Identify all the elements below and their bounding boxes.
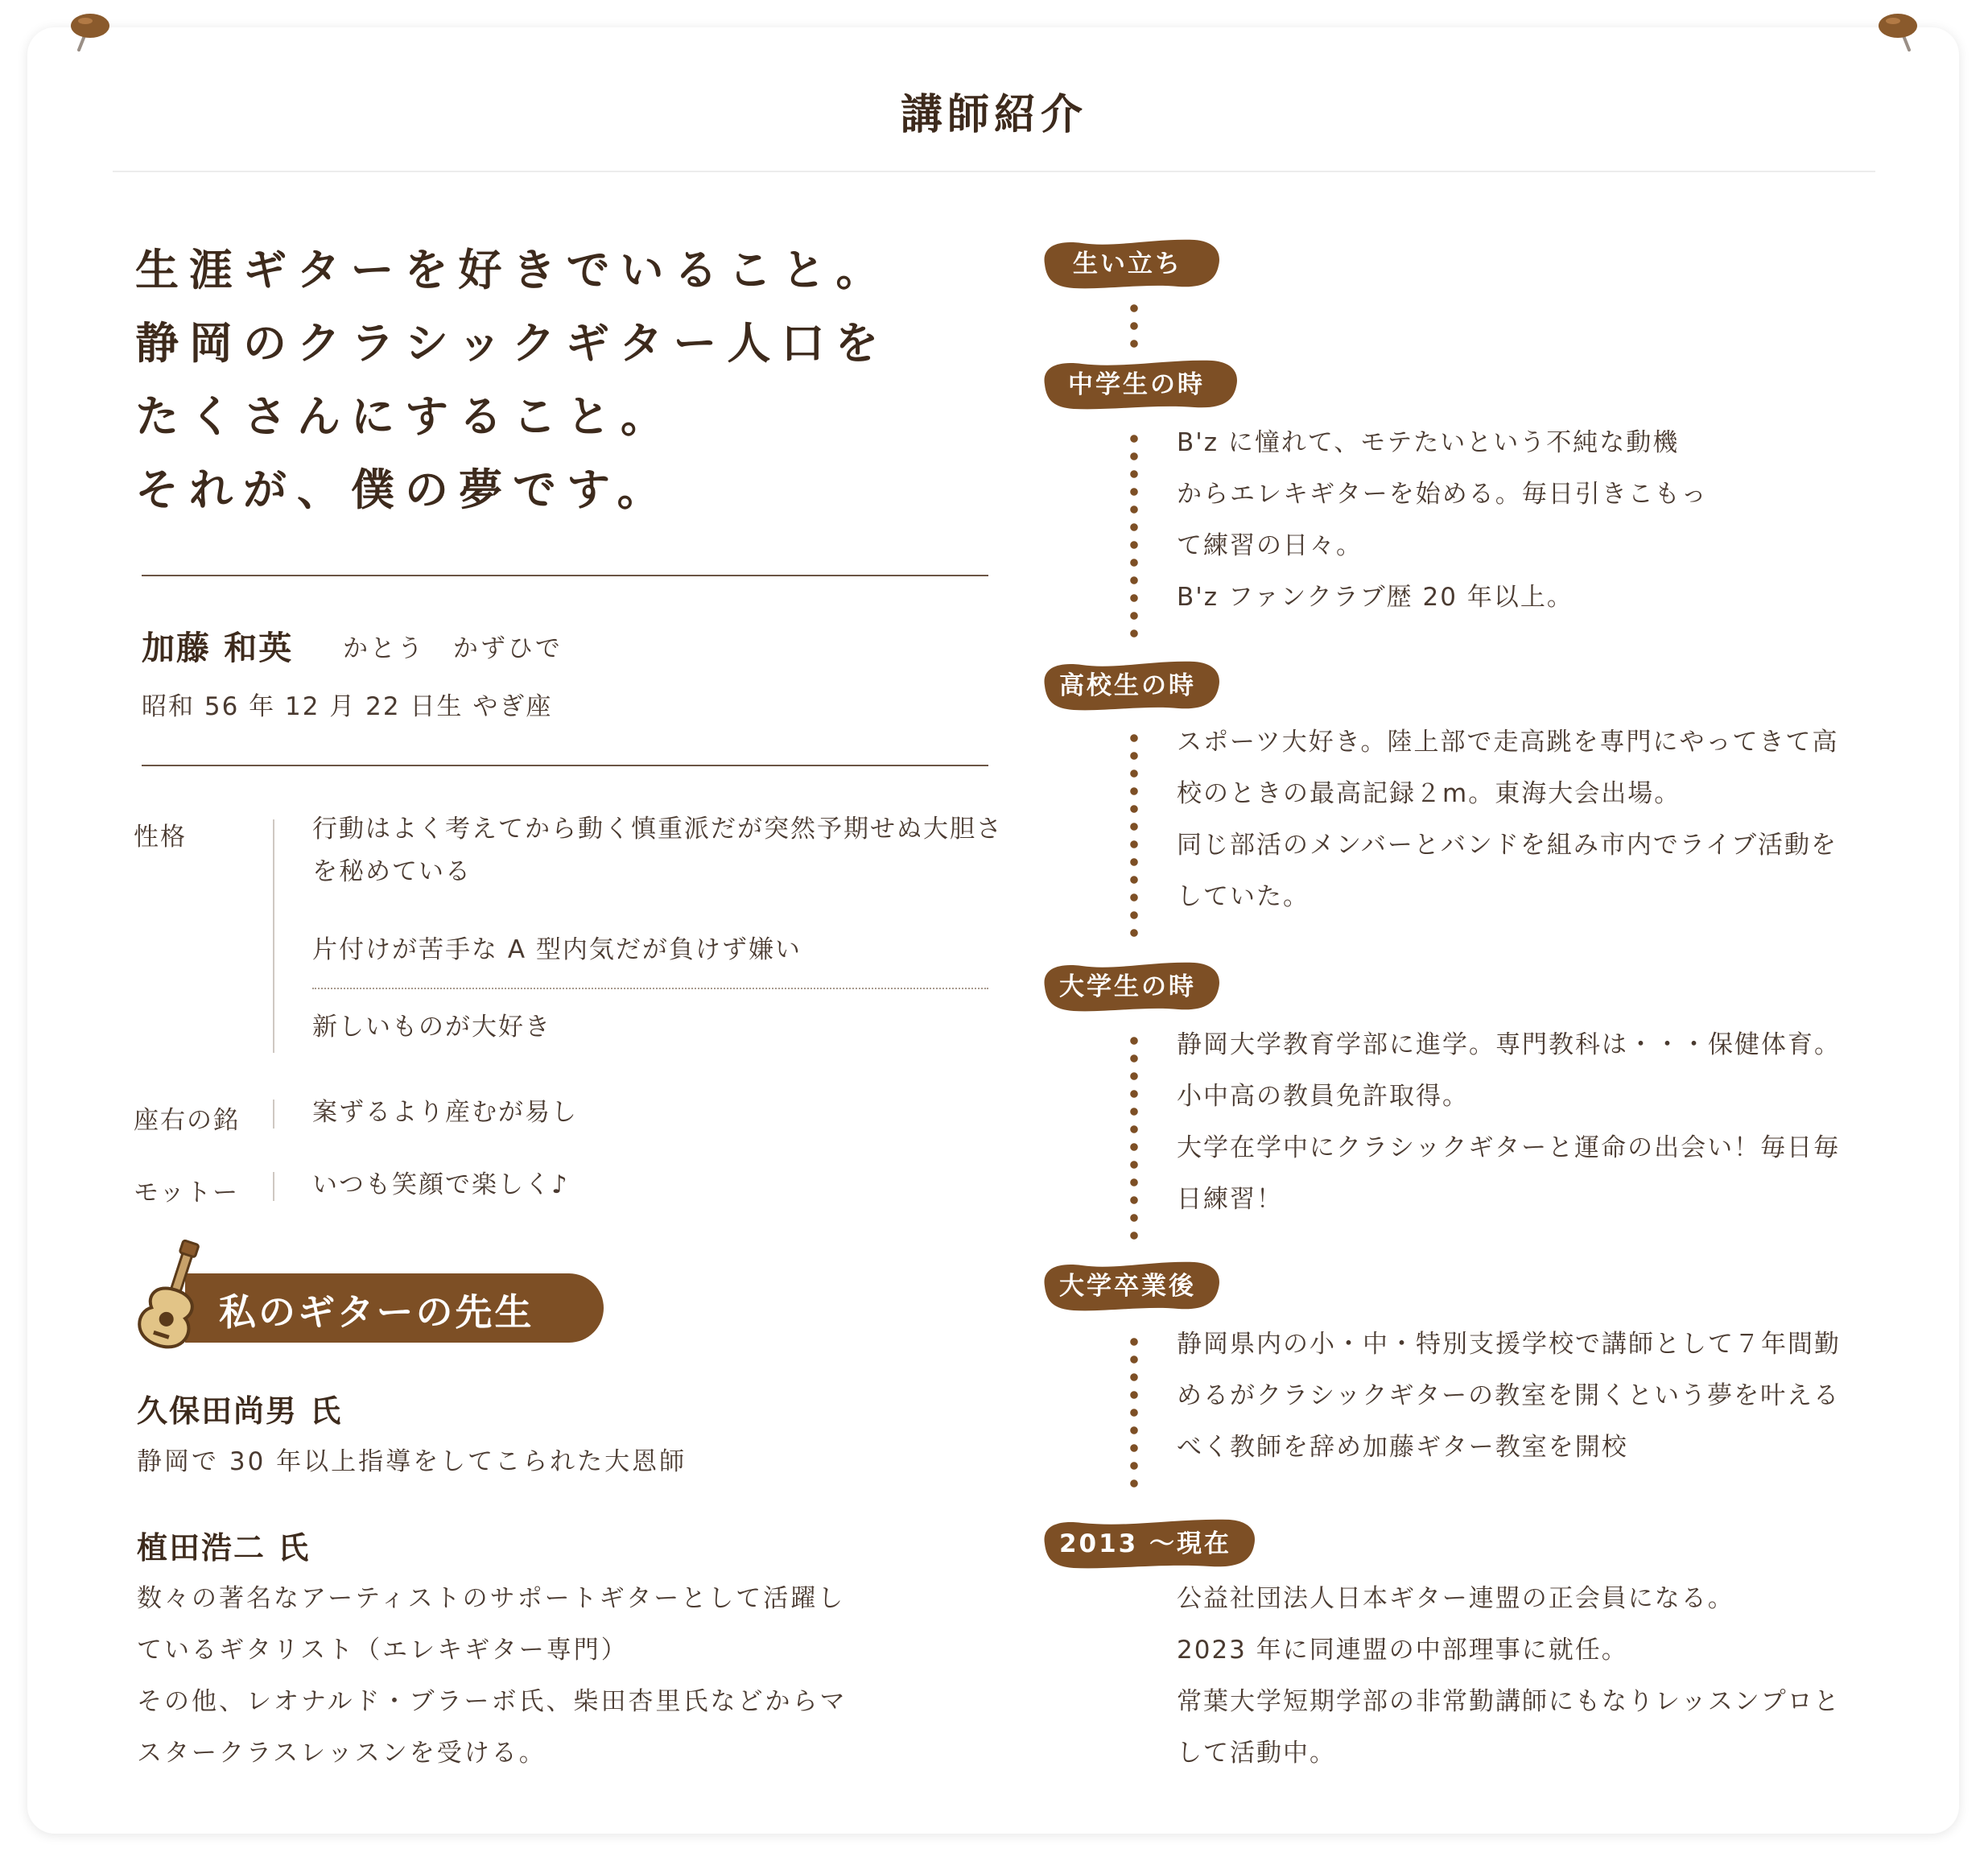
timeline-label-university xyxy=(1033,959,1222,1014)
timeline-label-text: 高校生の時 xyxy=(1059,671,1196,700)
teacher-line: ているギタリスト（エレキギター専門） xyxy=(137,1636,629,1665)
teachers-heading xyxy=(185,1273,604,1343)
timeline-line: 常葉大学短期学部の非常勤講師にもなりレッスンプロと xyxy=(1177,1687,1841,1716)
instructor-birth: 昭和 56 年 12 月 22 日生 やぎ座 xyxy=(142,692,553,721)
timeline-line: て練習の日々。 xyxy=(1177,531,1363,560)
timeline-line: 校のときの最高記録２m。東海大会出場。 xyxy=(1177,779,1681,808)
timeline-line: していた。 xyxy=(1177,882,1310,911)
timeline-text xyxy=(1177,1318,1869,1473)
motto2-value: いつも笑顔で楽しく♪ xyxy=(312,1170,569,1199)
catch-line: それが、僕の夢です。 xyxy=(135,464,671,515)
timeline-connector xyxy=(1130,299,1138,356)
pushpin-icon xyxy=(68,10,109,52)
timeline-label-birth xyxy=(1033,237,1222,291)
motto1-label: 座右の銘 xyxy=(134,1106,240,1135)
timeline-label-junior-high xyxy=(1033,357,1239,412)
instructor-name: 加藤 和英 xyxy=(142,629,294,667)
timeline-label-text: 大学生の時 xyxy=(1059,972,1196,1001)
label-separator xyxy=(273,819,274,1053)
title-divider xyxy=(113,171,1875,172)
label-separator xyxy=(273,1100,274,1129)
divider xyxy=(142,575,988,576)
catch-line: 静岡のクラシックギター人口を xyxy=(135,317,889,369)
timeline-line: 公益社団法人日本ギター連盟の正会員になる。 xyxy=(1177,1584,1734,1613)
catch-line: たくさんにすること。 xyxy=(135,390,674,442)
pushpin-icon xyxy=(1879,10,1920,52)
teachers-heading-label: 私のギターの先生 xyxy=(219,1290,534,1334)
timeline-line: B'z ファンクラブ歴 20 年以上。 xyxy=(1177,583,1573,612)
timeline-text xyxy=(1177,1573,1869,1779)
personality-item: 行動はよく考えてから動く慎重派だが突然予期せぬ大胆さを秘めている xyxy=(312,815,1003,886)
timeline-line: からエレキギターを始める。毎日引きこもっ xyxy=(1177,480,1708,509)
motto2-label: モットー xyxy=(134,1178,240,1207)
timeline-line: 2023 年に同連盟の中部理事に就任。 xyxy=(1177,1636,1628,1665)
timeline-line: して活動中。 xyxy=(1177,1739,1336,1768)
label-separator xyxy=(273,1172,274,1201)
timeline-connector xyxy=(1130,729,1138,937)
personality-item: 新しいものが大好き xyxy=(312,1013,551,1042)
catch-line: 生涯ギターを好きでいること。 xyxy=(135,244,890,295)
motto1-value: 案ずるより産むが易し xyxy=(312,1098,578,1127)
timeline-label-text: 2013 ～現在 xyxy=(1058,1529,1232,1558)
personality-label: 性格 xyxy=(134,823,187,852)
dotted-divider xyxy=(312,988,988,989)
teacher-name: 植田浩二 氏 xyxy=(137,1530,311,1566)
teacher-line: スタークラスレッスンを受ける。 xyxy=(137,1739,546,1768)
timeline-line: べく教師を辞め加藤ギター教室を開校 xyxy=(1177,1433,1628,1462)
teacher-description xyxy=(137,1573,861,1779)
teacher-name: 久保田尚男 氏 xyxy=(137,1393,343,1429)
timeline-label-text: 生い立ち xyxy=(1073,250,1182,279)
guitar-icon xyxy=(129,1240,217,1352)
timeline-line: 同じ部活のメンバーとバンドを組み市内でライブ活動を xyxy=(1177,831,1837,860)
timeline-text xyxy=(1177,1019,1869,1225)
timeline-line: 日練習！ xyxy=(1177,1185,1283,1214)
timeline-label-after-graduation xyxy=(1033,1259,1222,1314)
timeline-connector xyxy=(1130,1333,1138,1491)
timeline-text xyxy=(1177,716,1869,922)
page-title: 講師紹介 xyxy=(900,90,1087,139)
timeline-line: スポーツ大好き。陸上部で走高跳を専門にやってきて高 xyxy=(1177,728,1839,757)
timeline-line: 大学在学中にクラシックギターと運命の出会い！毎日毎 xyxy=(1177,1133,1841,1162)
timeline-connector xyxy=(1130,430,1138,638)
catch-copy xyxy=(135,233,940,526)
personality-item: 片付けが苦手な A 型内気だが負けず嫌い xyxy=(312,935,802,964)
teacher-description xyxy=(137,1436,861,1488)
instructor-kana: かとう かずひで xyxy=(343,634,563,663)
timeline-line: 静岡県内の小・中・特別支援学校で講師として７年間勤 xyxy=(1177,1330,1841,1359)
timeline-line: めるがクラシックギターの教室を開くという夢を叶える xyxy=(1177,1381,1841,1410)
timeline-line: B'z に憧れて、モテたいという不純な動機 xyxy=(1177,428,1680,457)
timeline-label-high-school xyxy=(1033,658,1222,713)
divider xyxy=(142,765,988,766)
timeline-label-text: 中学生の時 xyxy=(1068,370,1205,399)
timeline-connector xyxy=(1130,1032,1138,1240)
timeline-label-text: 大学卒業後 xyxy=(1059,1272,1196,1301)
teacher-line: その他、レオナルド・ブラーボ氏、柴田杏里氏などからマ xyxy=(137,1687,848,1716)
timeline-line: 静岡大学教育学部に進学。専門教科は・・・保健体育。 xyxy=(1177,1030,1841,1059)
teacher-line: 静岡で 30 年以上指導をしてこられた大恩師 xyxy=(137,1447,687,1476)
teacher-line: 数々の著名なアーティストのサポートギターとして活躍し xyxy=(137,1584,846,1613)
timeline-text xyxy=(1177,417,1869,623)
timeline-line: 小中高の教員免許取得。 xyxy=(1177,1082,1469,1111)
timeline-label-present xyxy=(1033,1516,1257,1571)
